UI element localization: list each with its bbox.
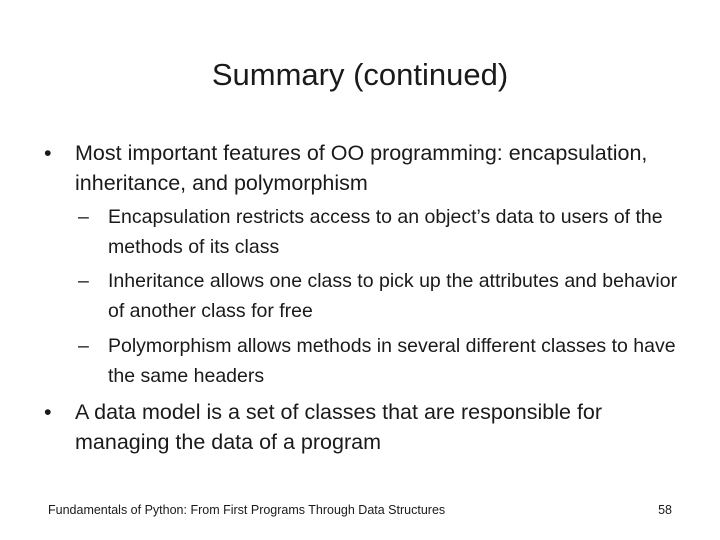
bullet-text: A data model is a set of classes that are responsible for managing the data of a program (75, 400, 603, 454)
sub-bullet-marker: – (78, 270, 89, 292)
slide-footer: Fundamentals of Python: From First Programs Through Data Structures (48, 503, 446, 517)
sub-bullet-text: Polymorphism allows methods in several different classes to have the same headers (108, 335, 676, 387)
bullet-marker: • (44, 141, 52, 165)
sub-bullet-marker: – (78, 206, 89, 228)
sub-bullet-text: Encapsulation restricts access to an object’s data to users of the methods of its class (108, 206, 663, 258)
sub-bullet-item (78, 203, 684, 262)
bullet-item (44, 397, 684, 457)
sub-bullet-item (78, 332, 684, 391)
bullet-item (44, 138, 684, 198)
bullet-text: Most important features of OO programming: encapsulation, inheritance, and polymorphism (75, 141, 648, 195)
slide-title: Summary (continued) (211, 57, 509, 92)
bullet-marker: • (44, 400, 52, 424)
sub-bullet-text: Inheritance allows one class to pick up the attributes and behavior of another class for free (108, 270, 678, 322)
page-number: 58 (658, 503, 672, 517)
sub-bullet-marker: – (78, 335, 89, 357)
sub-bullet-item (78, 267, 684, 326)
